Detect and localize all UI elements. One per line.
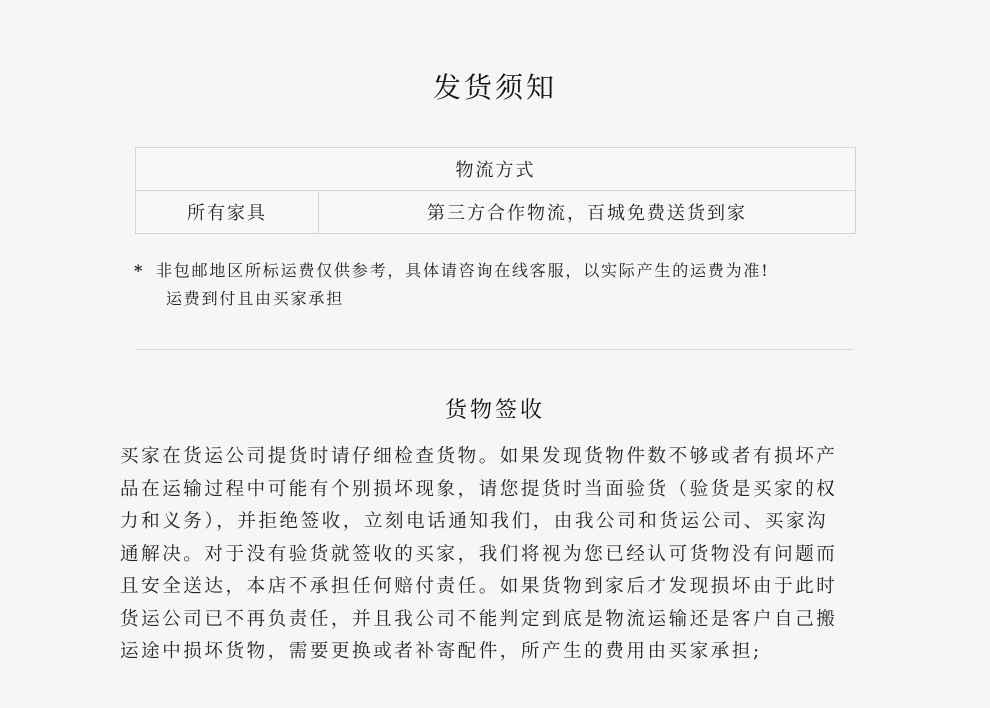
shipping-method-table (135, 147, 856, 234)
table-header-row (136, 148, 856, 191)
table-cell-category: 所有家具 (136, 191, 319, 234)
table-header-cell: 物流方式 (136, 148, 856, 191)
table-row (136, 191, 856, 234)
paragraph-line: 力和义务），并拒绝签收，立刻电话通知我们，由我公司和货运公司、买家沟 (120, 511, 829, 532)
paragraph-line: 买家在货运公司提货时请仔细检查货物。如果发现货物件数不够或者有损坏产 (120, 446, 838, 467)
paragraph-line: 通解决。对于没有验货就签收的买家，我们将视为您已经认可货物没有问题而 (120, 543, 838, 565)
paragraph-line: 品在运输过程中可能有个别损坏现象，请您提货时当面验货（验货是买家的权 (120, 478, 838, 500)
note-line-1 (134, 257, 769, 285)
note-text-1: 非包邮地区所标运费仅供参考，具体请咨询在线客服，以实际产生的运费为准! (156, 261, 770, 280)
receipt-section-body (120, 441, 880, 669)
note-line-2: 运费到付且由买家承担 (166, 289, 345, 308)
shipping-notes (134, 257, 769, 313)
paragraph-line: 且安全送达，本店不承担任何赔付责任。如果货物到家后才发现损坏由于此时 (120, 576, 838, 597)
paragraph-line: 运途中损坏货物，需要更换或者补寄配件，所产生的费用由买家承担; (120, 641, 762, 662)
paragraph-line: 货运公司已不再负责任，并且我公司不能判定到底是物流运输还是客户自己搬 (120, 608, 838, 630)
page-title: 发货须知 (432, 71, 557, 104)
table-cell-method: 第三方合作物流，百城免费送货到家 (319, 191, 856, 234)
asterisk-marker: * (134, 261, 145, 280)
section-divider (136, 349, 854, 350)
section-title: 货物签收 (444, 398, 545, 423)
